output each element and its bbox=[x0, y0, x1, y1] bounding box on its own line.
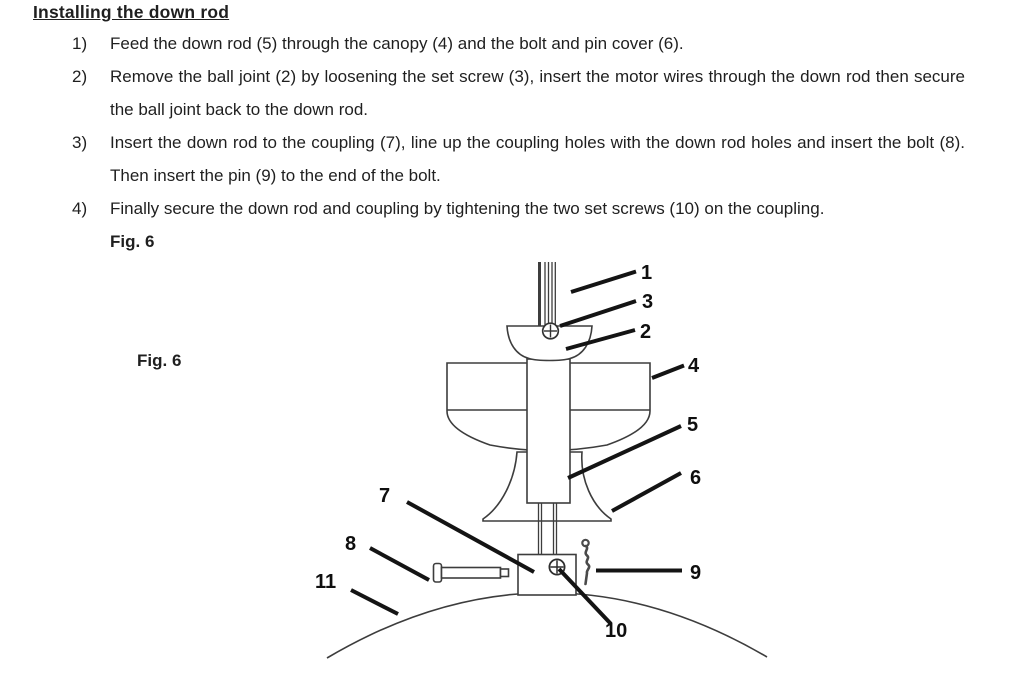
leader-8 bbox=[370, 548, 429, 580]
list-item-text: Finally secure the down rod and coupling by tightening the two set screws (10) on the coupling. bbox=[110, 199, 825, 218]
callout-label-9: 9 bbox=[690, 562, 702, 584]
hanger-rod-wires bbox=[540, 262, 556, 327]
callout-label-10: 10 bbox=[605, 620, 628, 642]
list-item-number: 4) bbox=[72, 199, 88, 218]
bolt bbox=[434, 564, 509, 583]
callout-label-5: 5 bbox=[687, 414, 699, 436]
list-item-text: Feed the down rod (5) through the canopy (4) and the bolt and pin cover (6). bbox=[110, 34, 684, 53]
leader-1 bbox=[571, 272, 636, 293]
callout-label-3: 3 bbox=[642, 291, 654, 313]
callout-label-2: 2 bbox=[640, 321, 652, 343]
callout-label-1: 1 bbox=[641, 262, 653, 284]
motor-housing-dome bbox=[327, 593, 767, 658]
leader-6 bbox=[612, 473, 681, 511]
callout-label-4: 4 bbox=[688, 355, 700, 377]
callout-label-6: 6 bbox=[690, 467, 702, 489]
leader-11 bbox=[351, 590, 398, 614]
page-title: Installing the down rod bbox=[33, 2, 230, 22]
list-item-text: Remove the ball joint (2) by loosening the set screw (3), insert the motor wires through the down rod then secure the ball joint back to the down rod. bbox=[110, 67, 965, 119]
leader-4 bbox=[652, 366, 684, 379]
list-item-number: 2) bbox=[72, 67, 88, 86]
figure-side-label: Fig. 6 bbox=[137, 351, 182, 370]
list-item-number: 3) bbox=[72, 133, 88, 152]
callout-label-7: 7 bbox=[379, 485, 391, 507]
coupling bbox=[518, 555, 576, 596]
callout-label-11: 11 bbox=[315, 571, 337, 593]
pin bbox=[582, 540, 589, 584]
ball-joint-set-screw bbox=[543, 323, 559, 339]
list-item-text: Insert the down rod to the coupling (7), line up the coupling holes with the down rod holes and insert the bolt (8). Then insert the pin (9) to the end of the bolt. bbox=[110, 133, 965, 185]
leader-3 bbox=[560, 301, 636, 326]
down-rod bbox=[527, 359, 570, 503]
list-item-number: 1) bbox=[72, 34, 88, 53]
callout-label-8: 8 bbox=[345, 533, 357, 555]
figure-caption: Fig. 6 bbox=[110, 232, 155, 251]
